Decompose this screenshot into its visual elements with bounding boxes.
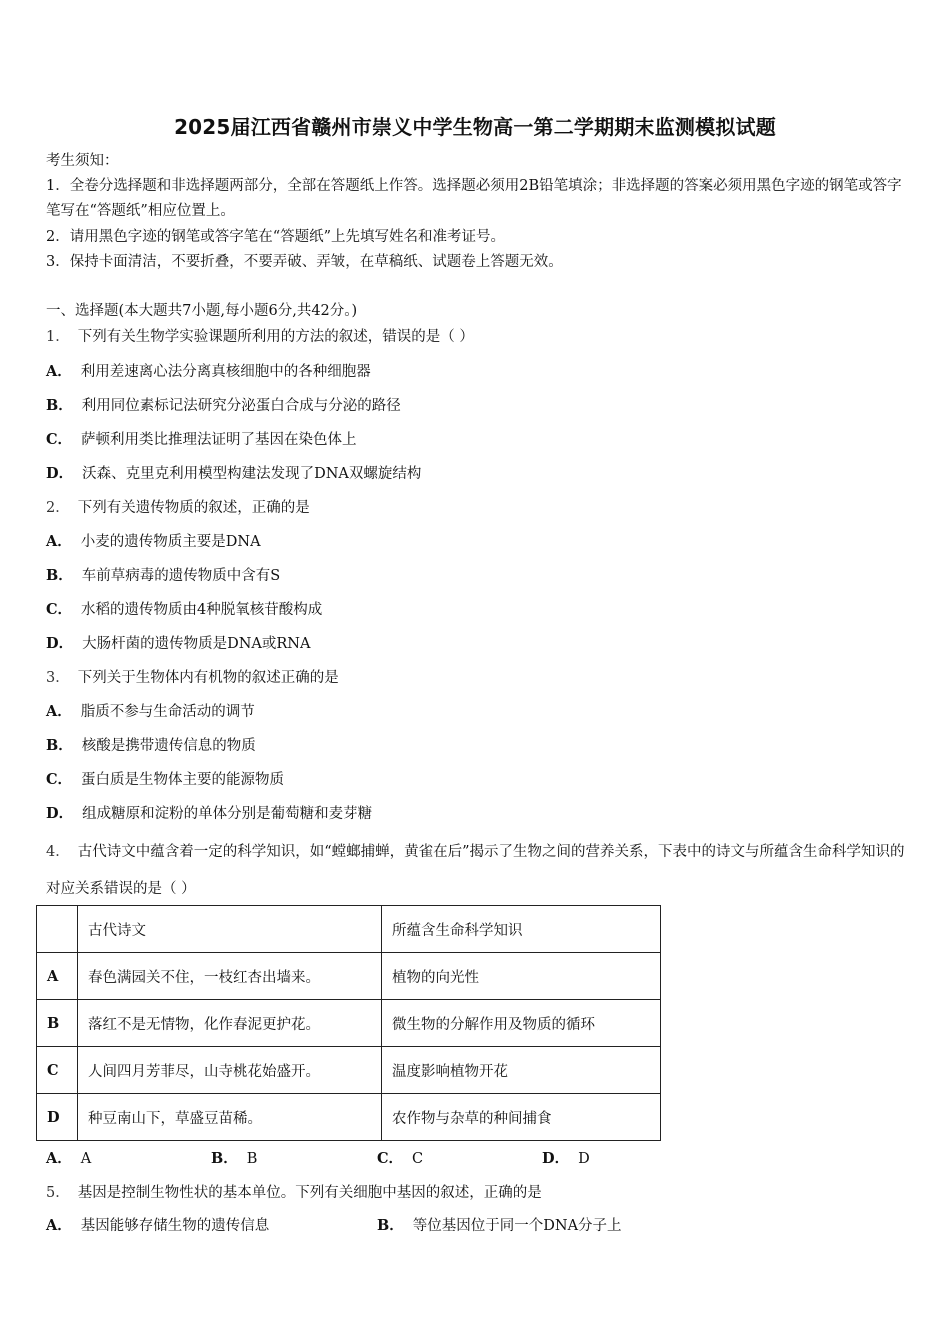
question-number: 4． xyxy=(46,844,70,860)
option-key: C． xyxy=(46,601,73,618)
option-key: A． xyxy=(46,533,72,550)
option-text: 小麦的遗传物质主要是DNA xyxy=(80,534,261,550)
option-text: D xyxy=(578,1151,590,1167)
table-header-row xyxy=(37,906,661,953)
option-text: 大肠杆菌的遗传物质是DNA或RNA xyxy=(82,636,311,652)
option-text: 等位基因位于同一个DNA分子上 xyxy=(412,1218,622,1234)
option-key: C． xyxy=(377,1150,404,1167)
option-text: 沃森、克里克利用模型构建法发现了DNA双螺旋结构 xyxy=(82,466,422,482)
option-text: C xyxy=(412,1151,424,1167)
option-text: 核酸是携带遗传信息的物质 xyxy=(81,738,256,754)
option-text: B xyxy=(246,1151,258,1167)
table-row xyxy=(37,953,661,1000)
table-row xyxy=(37,1000,661,1047)
option-key: A． xyxy=(46,1217,72,1234)
option-text: 萨顿利用类比推理法证明了基因在染色体上 xyxy=(81,432,357,448)
option-text: 脂质不参与生命活动的调节 xyxy=(80,704,255,720)
question-2-option-a[interactable] xyxy=(46,530,261,551)
poem-knowledge-table xyxy=(36,905,661,1141)
option-key: A． xyxy=(46,703,72,720)
table-cell: 落红不是无情物，化作春泥更护花。 xyxy=(78,1000,382,1047)
option-key: A． xyxy=(46,1150,72,1167)
question-3-option-b[interactable] xyxy=(46,734,256,755)
table-cell: C xyxy=(37,1047,78,1094)
option-text: 组成糖原和淀粉的单体分别是葡萄糖和麦芽糖 xyxy=(82,806,373,822)
option-text: 蛋白质是生物体主要的能源物质 xyxy=(81,772,285,788)
option-key: B． xyxy=(211,1150,238,1167)
question-text: 下列有关遗传物质的叙述，正确的是 xyxy=(77,500,310,516)
option-key: B． xyxy=(377,1217,404,1234)
question-text: 下列关于生物体内有机物的叙述正确的是 xyxy=(77,670,339,686)
table-cell: 农作物与杂草的种间捕食 xyxy=(382,1094,661,1141)
option-key: D． xyxy=(46,805,74,822)
question-text: 古代诗文中蕴含着一定的科学知识，如“螳螂捕蝉，黄雀在后”揭示了生物之间的营养关系，下表中的诗文与所蕴含生命科学知识的对应关系错误的是（ ） xyxy=(46,844,905,897)
question-1-stem xyxy=(46,325,474,346)
option-key: B． xyxy=(46,397,73,414)
option-text: 车前草病毒的遗传物质中含有S xyxy=(81,568,281,584)
table-header-poem: 古代诗文 xyxy=(78,906,382,953)
question-number: 1． xyxy=(46,329,70,345)
question-number: 2． xyxy=(46,500,70,516)
question-text: 下列有关生物学实验课题所利用的方法的叙述，错误的是（ ） xyxy=(77,329,474,345)
question-text: 基因是控制生物性状的基本单位。下列有关细胞中基因的叙述，正确的是 xyxy=(77,1185,542,1201)
table-row xyxy=(37,1047,661,1094)
question-4-option-c[interactable] xyxy=(377,1147,423,1168)
question-3-option-c[interactable] xyxy=(46,768,284,789)
question-1-option-a[interactable] xyxy=(46,360,371,381)
question-1-option-c[interactable] xyxy=(46,428,357,449)
table-cell: 春色满园关不住，一枝红杏出墙来。 xyxy=(78,953,382,1000)
question-3-stem xyxy=(46,666,339,687)
section-heading: 一、选择题(本大题共7小题,每小题6分,共42分。) xyxy=(46,303,358,319)
question-1-option-b[interactable] xyxy=(46,394,401,415)
table-row xyxy=(37,1094,661,1141)
option-text: A xyxy=(80,1151,92,1167)
option-key: B． xyxy=(46,737,73,754)
table-cell xyxy=(37,906,78,953)
question-3-option-a[interactable] xyxy=(46,700,255,721)
question-number: 5． xyxy=(46,1185,70,1201)
notice-item-3: 3．保持卡面清洁，不要折叠，不要弄破、弄皱，在草稿纸、试题卷上答题无效。 xyxy=(46,254,563,270)
question-4-option-a[interactable] xyxy=(46,1147,91,1168)
option-key: D． xyxy=(46,465,74,482)
question-5-option-b[interactable] xyxy=(377,1214,622,1235)
option-text: 水稻的遗传物质由4种脱氧核苷酸构成 xyxy=(81,602,323,618)
option-key: A． xyxy=(46,363,72,380)
table-cell: D xyxy=(37,1094,78,1141)
option-key: D． xyxy=(46,635,74,652)
option-key: C． xyxy=(46,431,73,448)
question-2-option-b[interactable] xyxy=(46,564,280,585)
notice-item-2: 2．请用黑色字迹的钢笔或答字笔在“答题纸”上先填写姓名和准考证号。 xyxy=(46,229,506,245)
question-5-option-a[interactable] xyxy=(46,1214,269,1235)
question-3-option-d[interactable] xyxy=(46,802,372,823)
table-cell: 种豆南山下，草盛豆苗稀。 xyxy=(78,1094,382,1141)
question-2-option-c[interactable] xyxy=(46,598,322,619)
question-4-option-d[interactable] xyxy=(542,1147,590,1168)
notice-item-1: 1．全卷分选择题和非选择题两部分，全部在答题纸上作答。选择题必须用2B铅笔填涂；非选择题的答案必须用黑色字迹的钢笔或答字笔写在“答题纸”相应位置上。 xyxy=(46,178,902,219)
table-cell: 微生物的分解作用及物质的循环 xyxy=(382,1000,661,1047)
table-cell: B xyxy=(37,1000,78,1047)
option-text: 利用差速离心法分离真核细胞中的各种细胞器 xyxy=(80,364,371,380)
table-cell: 人间四月芳菲尽，山寺桃花始盛开。 xyxy=(78,1047,382,1094)
option-key: B． xyxy=(46,567,73,584)
question-4-stem xyxy=(46,834,906,908)
option-key: C． xyxy=(46,771,73,788)
question-4-option-b[interactable] xyxy=(211,1147,257,1168)
option-text: 利用同位素标记法研究分泌蛋白合成与分泌的路径 xyxy=(81,398,401,414)
notice-heading: 考生须知： xyxy=(46,153,119,169)
table-cell: 植物的向光性 xyxy=(382,953,661,1000)
table-header-knowledge: 所蕴含生命科学知识 xyxy=(382,906,661,953)
question-number: 3． xyxy=(46,670,70,686)
option-key: D． xyxy=(542,1150,570,1167)
exam-title: 2025届江西省赣州市崇义中学生物高一第二学期期末监测模拟试题 xyxy=(174,115,776,139)
table-cell: 温度影响植物开花 xyxy=(382,1047,661,1094)
table-cell: A xyxy=(37,953,78,1000)
question-2-option-d[interactable] xyxy=(46,632,310,653)
question-1-option-d[interactable] xyxy=(46,462,421,483)
option-text: 基因能够存储生物的遗传信息 xyxy=(80,1218,270,1234)
question-5-stem xyxy=(46,1181,542,1202)
question-2-stem xyxy=(46,496,310,517)
